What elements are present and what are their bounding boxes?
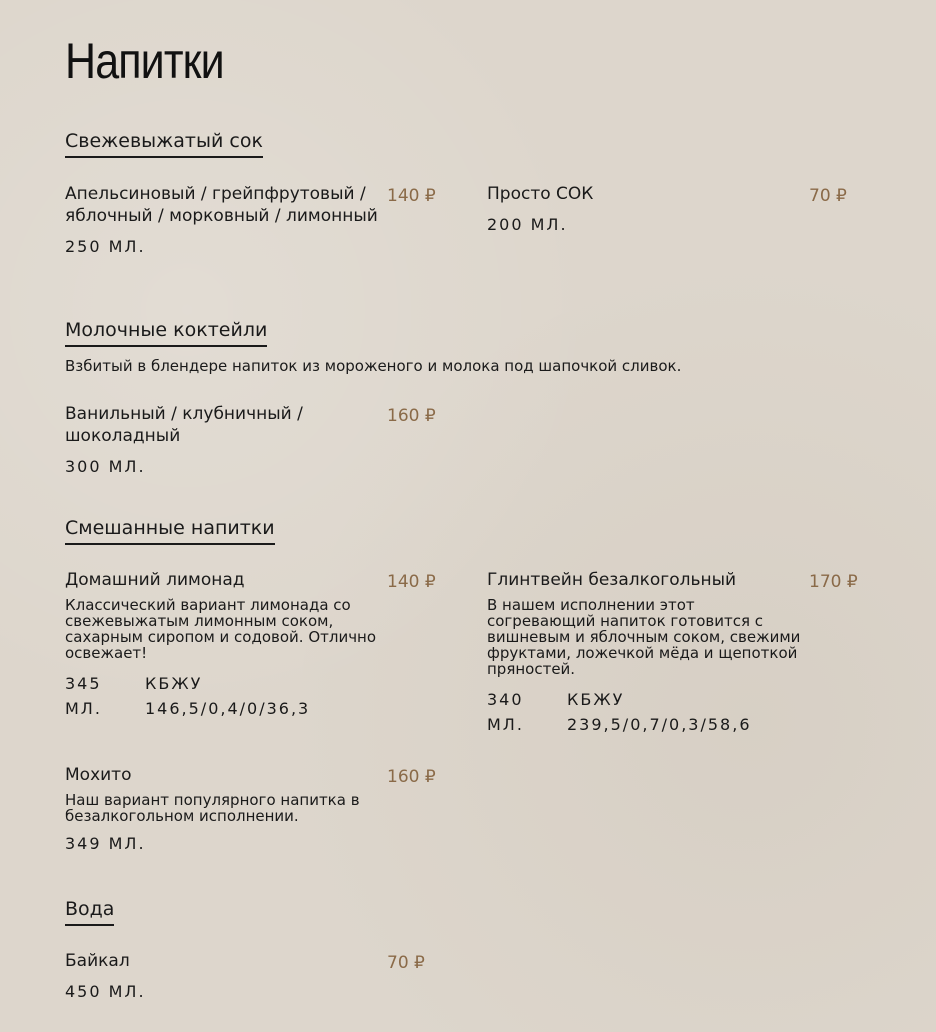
page-title: Напитки: [65, 33, 224, 89]
item-nutrition: [65, 671, 445, 721]
item-volume-unit: МЛ.: [65, 699, 102, 718]
item-price: 140 ₽: [387, 186, 436, 206]
item-description: Классический вариант лимонада со свежевыжатым лимонным соком, сахарным сиропом и содовой. Отлично освежает!: [65, 596, 377, 662]
item-volume: 349 МЛ.: [65, 834, 146, 853]
section-description: Взбитый в блендере напиток из мороженого и молока под шапочкой сливок.: [65, 357, 682, 375]
item-volume: 200 МЛ.: [487, 215, 568, 234]
menu-item: [65, 183, 445, 256]
item-price: 70 ₽: [809, 186, 847, 206]
menu-item: [65, 950, 445, 1001]
item-name: Мохито: [65, 765, 132, 785]
item-nutrition: [487, 687, 867, 737]
menu-item: [487, 569, 867, 737]
menu-item: [65, 569, 445, 721]
menu-item: [65, 403, 445, 476]
item-volume: 300 МЛ.: [65, 457, 146, 476]
item-volume-number: 345: [65, 674, 102, 693]
item-price: 70 ₽: [387, 953, 425, 973]
item-price: 160 ₽: [387, 767, 436, 787]
item-price: 140 ₽: [387, 572, 436, 592]
item-volume-unit: МЛ.: [487, 715, 524, 734]
item-name: Глинтвейн безалкогольный: [487, 570, 737, 590]
item-name: Апельсиновый / грейпфрутовый / яблочный / морковный / лимонный: [65, 184, 378, 226]
menu-item: [65, 764, 445, 853]
item-name: Просто СОК: [487, 184, 594, 204]
kbju-values: 239,5/0,7/0,3/58,6: [567, 715, 752, 734]
item-name: Ванильный / клубничный / шоколадный: [65, 404, 303, 446]
section-title-water: Вода: [65, 898, 114, 926]
item-description: Наш вариант популярного напитка в безалкогольном исполнении.: [65, 791, 360, 825]
item-volume: 450 МЛ.: [65, 982, 146, 1001]
kbju-values: 146,5/0,4/0/36,3: [145, 699, 311, 718]
item-volume-number: 340: [487, 690, 524, 709]
item-description: В нашем исполнении этот согревающий напиток готовится с вишневым и яблочным соком, свежими фруктами, ложечкой мёда и щепоткой пряностей.: [487, 596, 801, 678]
section-title-milkshakes: Молочные коктейли: [65, 319, 267, 347]
item-price: 170 ₽: [809, 572, 858, 592]
section-title-mixed: Смешанные напитки: [65, 517, 275, 545]
section-title-juice: Свежевыжатый сок: [65, 130, 263, 158]
kbju-label: КБЖУ: [567, 690, 625, 709]
item-name: Домашний лимонад: [65, 570, 245, 590]
item-name: Байкал: [65, 951, 130, 971]
item-price: 160 ₽: [387, 406, 436, 426]
menu-item: [487, 183, 867, 234]
item-volume: 250 МЛ.: [65, 237, 146, 256]
kbju-label: КБЖУ: [145, 674, 203, 693]
